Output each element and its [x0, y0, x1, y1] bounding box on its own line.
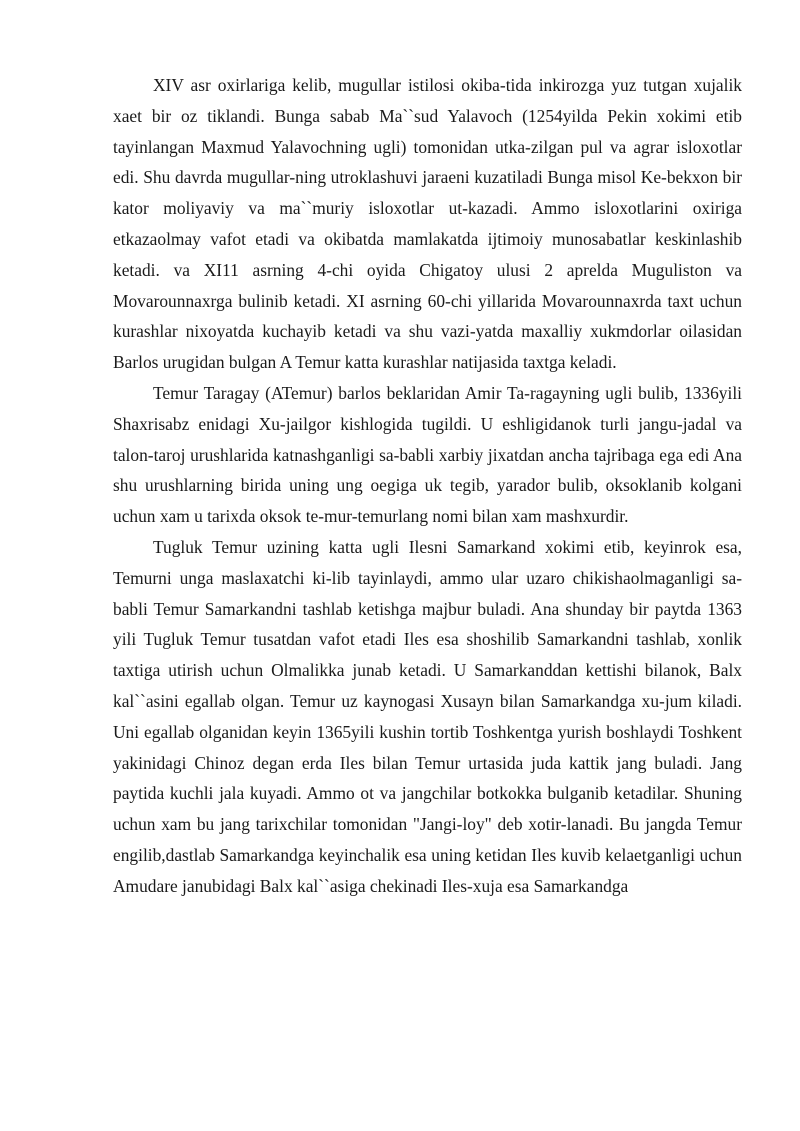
paragraph-1: XIV asr oxirlariga kelib, mugullar istilosi okiba-tida inkirozga yuz tutgan xujalik xaet bir oz tiklandi. Bunga sabab Ma``sud Yalavoch (1254yilda Pekin xokimi etib tayinlangan Maxmud Yalavochning ugli) tomonidan utka-zilgan pul va agrar isloxotlar edi. Shu davrda mugullar-ning utroklashuvi jaraeni kuzatiladi Bunga misol Ke-bekxon bir kator moliyaviy va ma``muriy isloxotlar ut-kazadi. Ammo isloxotlarini oxiriga etkazaolmay vafot etadi va okibatda mamlakatda ijtimoiy munosabatlar keskinlashib ketadi. va XI11 asrning 4-chi oyida Chigatoy ulusi 2 aprelda Muguliston va Movarounnaxrga bulinib ketadi. XI asrning 60-chi yillarida Movarounnaxrda taxt uchun kurashlar nixoyatda kuchayib ketadi va shu vazi-yatda maxalliy xukmdorlar oilasidan Barlos urugidan bulgan A Temur katta kurashlar natijasida taxtga keladi. — [113, 75, 742, 373]
paragraph-3: Tugluk Temur uzining katta ugli Ilesni Samarkand xokimi etib, keyinrok esa, Temurni unga maslaxatchi ki-lib tayinlaydi, ammo ular uzaro chikishaolmaganligi sa-babli Temur Samarkandni tashlab ketishga majbur buladi. Ana shunday bir paytda 1363 yili Tugluk Temur tusatdan vafot etadi Iles esa shoshilib Samarkandni tashlab, xonlik taxtiga utirish uchun Olmalikka junab ketadi. U Samarkanddan kettishi bilanok, Balx kal``asini egallab olgan. Temur uz kaynogasi Xusayn bilan Samarkandga xu-jum kiladi. Uni egallab olganidan keyin 1365yili kushin tortib Toshkentga yurish boshlaydi Toshkent yakinidagi Chinoz degan erda Iles bilan Temur urtasida juda kattik jang buladi. Jang paytida kuchli jala kuyadi. Ammo ot va jangchilar botkokka bulganib ketadilar. Shuning uchun xam bu jang tarixchilar tomonidan "Jangi-loy" deb xotir-lanadi. Bu jangda Temur engilib,dastlab Samarkandga keyinchalik esa uning ketidan Iles kuvib kelaetganligi uchun Amudare janubidagi Balx kal``asiga chekinadi Iles-xuja esa Samarkandga — [113, 536, 742, 896]
document-page — [113, 70, 742, 902]
paragraph-2: Temur Taragay (ATemur) barlos beklaridan Amir Ta-ragayning ugli bulib, 1336yili Shaxrisabz enidagi Xu-jailgor kishlogida tugildi. U eshligidanok turli jangu-jadal va talon-taroj urushlarida katnashganligi sa-babli xarbiy jixatdan ancha tajribaga ega edi Ana shu urushlarning birida uning ung oegiga uk tegib, yarador bulib, oksoklanib kolgani uchun xam u tarixda oksok te-mur-temurlang nomi bilan xam mashxurdir. — [113, 382, 742, 527]
